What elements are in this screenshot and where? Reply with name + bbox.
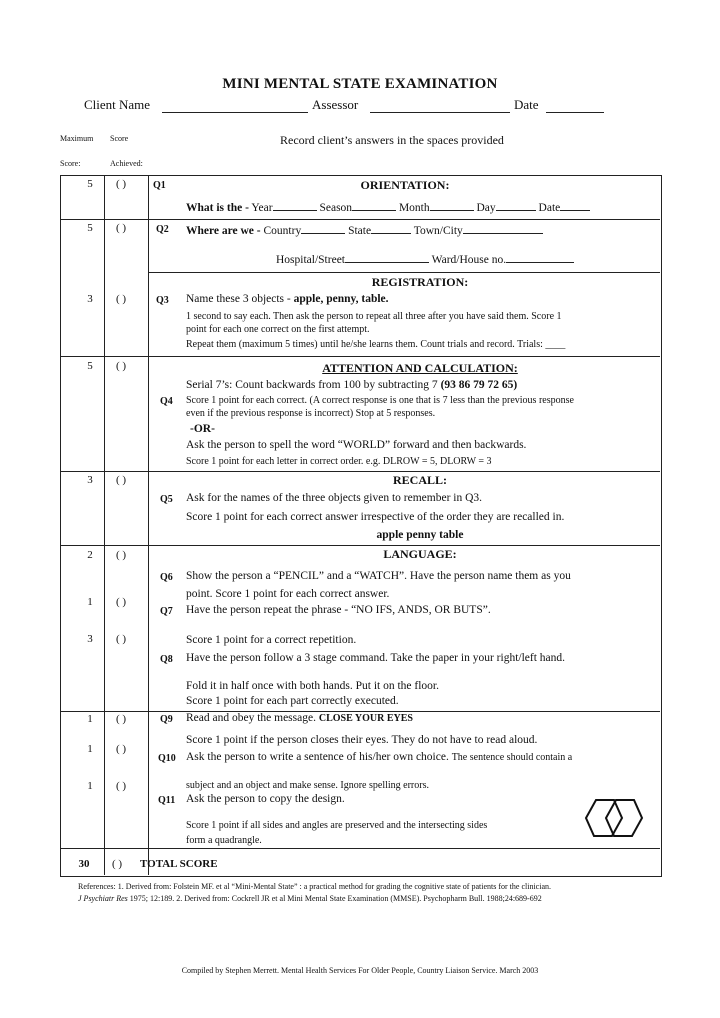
q3-line-3: point for each one correct on the first attempt.: [186, 324, 370, 335]
q11-line-2: Score 1 point if all sides and angles are preserved and the intersecting sides: [186, 820, 488, 831]
q3-lead: Name these 3 objects -: [186, 293, 294, 305]
q10-lead: Ask the person to write a sentence of his/her own choice.: [186, 751, 452, 763]
question-number: Q11: [158, 795, 176, 806]
q2-ward: Ward/House no.: [431, 254, 507, 266]
question-number: Q7: [160, 606, 173, 617]
q8-line-3: Score 1 point for each part correctly executed.: [186, 695, 399, 707]
q3-objects: apple, penny, table.: [293, 293, 389, 305]
row-divider: [60, 545, 660, 546]
q9-message: CLOSE YOUR EYES: [318, 713, 413, 724]
q2-prompt: [186, 223, 543, 237]
q4-line-2: Score 1 point for each correct. (A correct response is one that is 7 less than the previous response: [186, 395, 574, 406]
q11-line-3: form a quadrangle.: [186, 835, 262, 846]
ward-field[interactable]: [506, 252, 574, 263]
q10-note: The sentence should contain a: [451, 752, 573, 763]
season-field[interactable]: [352, 200, 396, 211]
q4-lead: Serial 7’s: Count backwards from 100 by subtracting 7: [186, 379, 441, 391]
question-number: Q1: [153, 180, 166, 191]
q5-objects: apple penny table: [376, 529, 464, 541]
q1-lead: What is the -: [186, 202, 249, 214]
row-divider: [60, 356, 660, 357]
reference-line-1: References: 1. Derived from: Folstein MF. et al “Mini-Mental State” : a practical method for grading the cognitive state of patients for the clinician.: [78, 882, 551, 891]
q2-prompt-2: [276, 252, 574, 266]
score-achieved-slot[interactable]: ( ): [116, 780, 127, 792]
q11-line-1: Ask the person to copy the design.: [186, 793, 345, 805]
q4-line-5: Score 1 point for each letter in correct order. e.g. DLROW = 5, DLORW = 3: [186, 456, 492, 467]
client-name-label: Client Name: [84, 97, 151, 112]
row-divider: [148, 272, 660, 273]
date-answer-field[interactable]: [560, 200, 590, 211]
q2-country: Country: [263, 225, 302, 237]
total-score-label: TOTAL SCORE: [140, 858, 218, 870]
row-divider: [60, 219, 660, 220]
score-achieved-slot[interactable]: ( ): [116, 596, 127, 608]
q8-line-2: Fold it in half once with both hands. Put it on the floor.: [186, 680, 439, 692]
q7-line-1: Have the person repeat the phrase - “NO IFS, ANDS, OR BUTS”.: [186, 604, 491, 616]
max-score: 2: [87, 549, 93, 561]
row-divider: [60, 848, 660, 849]
score-achieved-slot[interactable]: ( ): [116, 633, 127, 645]
q9-lead: Read and obey the message.: [186, 712, 319, 724]
question-number: Q8: [160, 654, 173, 665]
month-field[interactable]: [430, 200, 474, 211]
question-number: Q4: [160, 396, 173, 407]
max-score: 1: [87, 743, 93, 755]
max-score: 5: [87, 360, 93, 372]
assessor-label: Assessor: [312, 97, 359, 112]
q1-year: Year: [251, 202, 273, 214]
instruction-text: Record client’s answers in the spaces provided: [280, 133, 504, 147]
intersecting-pentagons-icon: [582, 796, 646, 840]
form-title: MINI MENTAL STATE EXAMINATION: [222, 76, 498, 92]
q1-season: Season: [319, 202, 353, 214]
q10-line-1: [186, 751, 572, 763]
q1-date: Date: [538, 202, 561, 214]
orientation-heading: ORIENTATION:: [360, 178, 450, 192]
max-score-label: Maximum: [60, 134, 94, 143]
total-max-score: 30: [78, 858, 90, 870]
question-number: Q6: [160, 572, 173, 583]
recall-heading: RECALL:: [392, 473, 447, 487]
attention-heading: ATTENTION AND CALCULATION:: [322, 361, 518, 375]
footer-credit: Compiled by Stephen Merrett. Mental Health Services For Older People, Country Liaison Service. March 2003: [181, 966, 539, 975]
column-divider: [148, 175, 149, 875]
q2-lead: Where are we -: [186, 225, 261, 237]
q10-line-2: subject and an object and make sense. Ignore spelling errors.: [186, 780, 429, 791]
q4-line-4: Ask the person to spell the word “WORLD” forward and then backwards.: [186, 439, 527, 451]
language-heading: LANGUAGE:: [383, 547, 457, 561]
town-field[interactable]: [463, 223, 543, 234]
max-score: 1: [87, 780, 93, 792]
score-achieved-label: Score: [110, 134, 129, 143]
score-achieved-slot[interactable]: ( ): [116, 743, 127, 755]
reference-details: 1975; 12:189. 2. Derived from: Cockrell JR et al Mini Mental State Examination (MMSE). Psychopharm Bull. 1988;24:689-692: [127, 894, 542, 903]
q7-line-2: Score 1 point for a correct repetition.: [186, 634, 357, 646]
q9-line-2: Score 1 point if the person closes their eyes. They do not have to read aloud.: [186, 734, 538, 746]
question-number: Q9: [160, 714, 173, 725]
country-field[interactable]: [301, 223, 345, 234]
date-label: Date: [514, 97, 539, 112]
max-score: 1: [87, 596, 93, 608]
score-achieved-slot[interactable]: ( ): [116, 360, 127, 372]
q2-town: Town/City: [413, 225, 463, 237]
question-number: Q3: [156, 295, 169, 306]
q6-line-1: Show the person a “PENCIL” and a “WATCH”. Have the person name them as you: [186, 570, 571, 582]
year-field[interactable]: [273, 200, 317, 211]
q4-sequence: (93 86 79 72 65): [440, 379, 518, 391]
max-score-label-2: Score:: [60, 159, 81, 168]
q4-line-1: [186, 379, 517, 391]
q2-state: State: [348, 225, 372, 237]
score-achieved-slot[interactable]: ( ): [116, 713, 127, 725]
q6-line-2: point. Score 1 point for each correct answer.: [186, 588, 390, 600]
question-number: Q5: [160, 494, 173, 505]
q1-day: Day: [476, 202, 496, 214]
max-score: 5: [87, 222, 93, 234]
column-divider: [104, 175, 105, 875]
state-field[interactable]: [371, 223, 411, 234]
question-number: Q10: [158, 753, 176, 764]
date-field[interactable]: [546, 112, 604, 113]
q4-or: -OR-: [190, 423, 215, 435]
max-score: 3: [87, 633, 93, 645]
total-score-slot[interactable]: ( ): [112, 858, 123, 870]
q3-line-4: Repeat them (maximum 5 times) until he/she learns them. Count trials and record. Trials: ____: [186, 339, 566, 350]
max-score: 3: [87, 293, 93, 305]
score-achieved-slot[interactable]: ( ): [116, 222, 127, 234]
max-score: 1: [87, 713, 93, 725]
score-achieved-slot[interactable]: ( ): [116, 293, 127, 305]
q9-line-1: [186, 712, 413, 724]
q1-prompt: [186, 200, 590, 214]
q1-month: Month: [398, 202, 430, 214]
hospital-field[interactable]: [345, 252, 429, 263]
q4-line-3: even if the previous response is incorrect) Stop at 5 responses.: [186, 408, 436, 419]
reference-line-2: [78, 894, 542, 903]
day-field[interactable]: [496, 200, 536, 211]
score-achieved-slot[interactable]: ( ): [116, 178, 127, 190]
q8-line-1: Have the person follow a 3 stage command. Take the paper in your right/left hand.: [186, 652, 566, 664]
max-score: 5: [87, 178, 93, 190]
max-score: 3: [87, 474, 93, 486]
q3-line-1: [186, 293, 389, 305]
row-divider: [60, 471, 660, 472]
score-achieved-slot[interactable]: ( ): [116, 474, 127, 486]
q5-line-2: Score 1 point for each correct answer irrespective of the order they are recalled in.: [186, 511, 565, 523]
journal-name: J Psychiatr Res: [78, 894, 128, 903]
registration-heading: REGISTRATION:: [371, 275, 469, 289]
q5-line-1: Ask for the names of the three objects given to remember in Q3.: [186, 492, 483, 504]
score-achieved-label-2: Achieved:: [110, 159, 143, 168]
question-number: Q2: [156, 224, 169, 235]
q2-hospital: Hospital/Street: [276, 254, 345, 266]
score-achieved-slot[interactable]: ( ): [116, 549, 127, 561]
client-name-field[interactable]: [162, 112, 308, 113]
q3-line-2: 1 second to say each. Then ask the person to repeat all three after you have said them. Score 1: [186, 311, 562, 322]
assessor-field[interactable]: [370, 112, 510, 113]
